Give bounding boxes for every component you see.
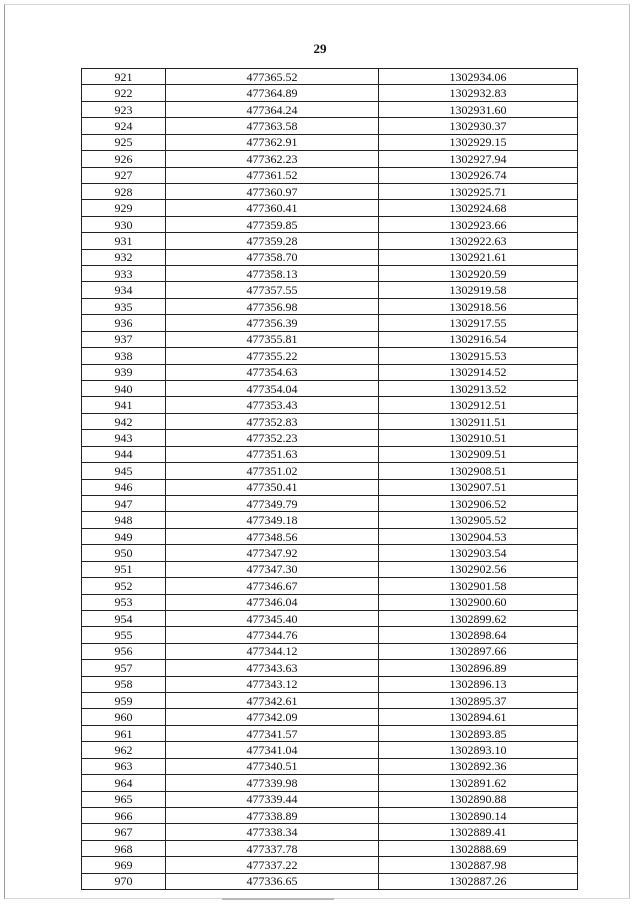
point-number-cell: 968 [82, 840, 166, 856]
x-coordinate-cell: 477364.89 [166, 85, 379, 101]
point-number-cell: 965 [82, 791, 166, 807]
point-number-cell: 963 [82, 758, 166, 774]
table-row [82, 807, 578, 823]
table-row [82, 364, 578, 380]
y-coordinate-cell: 1302902.56 [379, 561, 578, 577]
table-row [82, 758, 578, 774]
x-coordinate-cell: 477342.61 [166, 693, 379, 709]
y-coordinate-cell: 1302901.58 [379, 578, 578, 594]
point-number-cell: 947 [82, 495, 166, 511]
table-row [82, 643, 578, 659]
x-coordinate-cell: 477340.51 [166, 758, 379, 774]
x-coordinate-cell: 477348.56 [166, 528, 379, 544]
point-number-cell: 939 [82, 364, 166, 380]
point-number-cell: 954 [82, 610, 166, 626]
y-coordinate-cell: 1302918.56 [379, 298, 578, 314]
table-row [82, 200, 578, 216]
point-number-cell: 970 [82, 873, 166, 889]
point-number-cell: 950 [82, 545, 166, 561]
table-row [82, 249, 578, 265]
point-number-cell: 943 [82, 430, 166, 446]
y-coordinate-cell: 1302922.63 [379, 233, 578, 249]
x-coordinate-cell: 477337.22 [166, 857, 379, 873]
point-number-cell: 935 [82, 298, 166, 314]
point-number-cell: 923 [82, 101, 166, 117]
table-row [82, 69, 578, 85]
table-row [82, 676, 578, 692]
point-number-cell: 964 [82, 775, 166, 791]
x-coordinate-cell: 477344.76 [166, 627, 379, 643]
table-row [82, 528, 578, 544]
x-coordinate-cell: 477353.43 [166, 397, 379, 413]
x-coordinate-cell: 477361.52 [166, 167, 379, 183]
point-number-cell: 969 [82, 857, 166, 873]
x-coordinate-cell: 477347.92 [166, 545, 379, 561]
y-coordinate-cell: 1302895.37 [379, 693, 578, 709]
y-coordinate-cell: 1302929.15 [379, 134, 578, 150]
x-coordinate-cell: 477352.23 [166, 430, 379, 446]
table-row [82, 578, 578, 594]
point-number-cell: 956 [82, 643, 166, 659]
x-coordinate-cell: 477339.98 [166, 775, 379, 791]
y-coordinate-cell: 1302911.51 [379, 413, 578, 429]
y-coordinate-cell: 1302889.41 [379, 824, 578, 840]
y-coordinate-cell: 1302894.61 [379, 709, 578, 725]
x-coordinate-cell: 477350.41 [166, 479, 379, 495]
y-coordinate-cell: 1302913.52 [379, 381, 578, 397]
x-coordinate-cell: 477352.83 [166, 413, 379, 429]
table-row [82, 183, 578, 199]
y-coordinate-cell: 1302893.10 [379, 742, 578, 758]
table-row [82, 660, 578, 676]
x-coordinate-cell: 477354.63 [166, 364, 379, 380]
x-coordinate-cell: 477356.39 [166, 315, 379, 331]
y-coordinate-cell: 1302893.85 [379, 725, 578, 741]
y-coordinate-cell: 1302934.06 [379, 69, 578, 85]
point-number-cell: 927 [82, 167, 166, 183]
table-row [82, 857, 578, 873]
x-coordinate-cell: 477342.09 [166, 709, 379, 725]
table-row [82, 775, 578, 791]
point-number-cell: 922 [82, 85, 166, 101]
y-coordinate-cell: 1302907.51 [379, 479, 578, 495]
table-row [82, 693, 578, 709]
point-number-cell: 941 [82, 397, 166, 413]
x-coordinate-cell: 477341.04 [166, 742, 379, 758]
point-number-cell: 937 [82, 331, 166, 347]
x-coordinate-cell: 477351.63 [166, 446, 379, 462]
point-number-cell: 938 [82, 348, 166, 364]
y-coordinate-cell: 1302892.36 [379, 758, 578, 774]
x-coordinate-cell: 477365.52 [166, 69, 379, 85]
y-coordinate-cell: 1302919.58 [379, 282, 578, 298]
table-row [82, 446, 578, 462]
table-row [82, 167, 578, 183]
x-coordinate-cell: 477337.78 [166, 840, 379, 856]
y-coordinate-cell: 1302908.51 [379, 463, 578, 479]
table-row [82, 495, 578, 511]
x-coordinate-cell: 477362.23 [166, 151, 379, 167]
y-coordinate-cell: 1302887.98 [379, 857, 578, 873]
table-row [82, 463, 578, 479]
point-number-cell: 944 [82, 446, 166, 462]
x-coordinate-cell: 477345.40 [166, 610, 379, 626]
y-coordinate-cell: 1302890.14 [379, 807, 578, 823]
y-coordinate-cell: 1302924.68 [379, 200, 578, 216]
table-row [82, 725, 578, 741]
y-coordinate-cell: 1302914.52 [379, 364, 578, 380]
y-coordinate-cell: 1302921.61 [379, 249, 578, 265]
x-coordinate-cell: 477363.58 [166, 118, 379, 134]
table-row [82, 545, 578, 561]
table-row [82, 85, 578, 101]
x-coordinate-cell: 477338.89 [166, 807, 379, 823]
table-row [82, 594, 578, 610]
y-coordinate-cell: 1302925.71 [379, 183, 578, 199]
table-row [82, 266, 578, 282]
x-coordinate-cell: 477344.12 [166, 643, 379, 659]
y-coordinate-cell: 1302917.55 [379, 315, 578, 331]
table-row [82, 791, 578, 807]
y-coordinate-cell: 1302906.52 [379, 495, 578, 511]
point-number-cell: 942 [82, 413, 166, 429]
point-number-cell: 951 [82, 561, 166, 577]
point-number-cell: 932 [82, 249, 166, 265]
point-number-cell: 952 [82, 578, 166, 594]
table-row [82, 315, 578, 331]
table-row [82, 479, 578, 495]
point-number-cell: 940 [82, 381, 166, 397]
point-number-cell: 925 [82, 134, 166, 150]
x-coordinate-cell: 477346.67 [166, 578, 379, 594]
table-row [82, 610, 578, 626]
table-row [82, 151, 578, 167]
table-row [82, 873, 578, 889]
x-coordinate-cell: 477356.98 [166, 298, 379, 314]
table-row [82, 561, 578, 577]
point-number-cell: 955 [82, 627, 166, 643]
y-coordinate-cell: 1302897.66 [379, 643, 578, 659]
y-coordinate-cell: 1302888.69 [379, 840, 578, 856]
x-coordinate-cell: 477338.34 [166, 824, 379, 840]
x-coordinate-cell: 477360.97 [166, 183, 379, 199]
table-row [82, 430, 578, 446]
x-coordinate-cell: 477346.04 [166, 594, 379, 610]
x-coordinate-cell: 477358.13 [166, 266, 379, 282]
point-number-cell: 949 [82, 528, 166, 544]
x-coordinate-cell: 477362.91 [166, 134, 379, 150]
point-number-cell: 960 [82, 709, 166, 725]
y-coordinate-cell: 1302923.66 [379, 216, 578, 232]
y-coordinate-cell: 1302931.60 [379, 101, 578, 117]
point-number-cell: 930 [82, 216, 166, 232]
table-row [82, 134, 578, 150]
point-number-cell: 948 [82, 512, 166, 528]
point-number-cell: 962 [82, 742, 166, 758]
x-coordinate-cell: 477349.79 [166, 495, 379, 511]
point-number-cell: 921 [82, 69, 166, 85]
x-coordinate-cell: 477364.24 [166, 101, 379, 117]
x-coordinate-cell: 477358.70 [166, 249, 379, 265]
point-number-cell: 957 [82, 660, 166, 676]
point-number-cell: 945 [82, 463, 166, 479]
table-row [82, 348, 578, 364]
point-number-cell: 929 [82, 200, 166, 216]
table-row [82, 233, 578, 249]
coordinates-table-body [82, 69, 578, 890]
x-coordinate-cell: 477336.65 [166, 873, 379, 889]
table-row [82, 216, 578, 232]
table-row [82, 118, 578, 134]
y-coordinate-cell: 1302903.54 [379, 545, 578, 561]
table-row [82, 298, 578, 314]
x-coordinate-cell: 477355.22 [166, 348, 379, 364]
x-coordinate-cell: 477357.55 [166, 282, 379, 298]
x-coordinate-cell: 477359.28 [166, 233, 379, 249]
x-coordinate-cell: 477343.12 [166, 676, 379, 692]
table-row [82, 331, 578, 347]
y-coordinate-cell: 1302920.59 [379, 266, 578, 282]
table-row [82, 824, 578, 840]
table-row [82, 512, 578, 528]
table-row [82, 840, 578, 856]
point-number-cell: 958 [82, 676, 166, 692]
x-coordinate-cell: 477360.41 [166, 200, 379, 216]
y-coordinate-cell: 1302909.51 [379, 446, 578, 462]
y-coordinate-cell: 1302910.51 [379, 430, 578, 446]
y-coordinate-cell: 1302927.94 [379, 151, 578, 167]
point-number-cell: 926 [82, 151, 166, 167]
y-coordinate-cell: 1302900.60 [379, 594, 578, 610]
x-coordinate-cell: 477349.18 [166, 512, 379, 528]
x-coordinate-cell: 477343.63 [166, 660, 379, 676]
x-coordinate-cell: 477339.44 [166, 791, 379, 807]
y-coordinate-cell: 1302915.53 [379, 348, 578, 364]
point-number-cell: 959 [82, 693, 166, 709]
table-row [82, 709, 578, 725]
coordinates-table [81, 68, 578, 890]
table-row [82, 101, 578, 117]
point-number-cell: 931 [82, 233, 166, 249]
x-coordinate-cell: 477351.02 [166, 463, 379, 479]
table-row [82, 282, 578, 298]
table-row [82, 627, 578, 643]
y-coordinate-cell: 1302905.52 [379, 512, 578, 528]
y-coordinate-cell: 1302898.64 [379, 627, 578, 643]
point-number-cell: 966 [82, 807, 166, 823]
y-coordinate-cell: 1302899.62 [379, 610, 578, 626]
x-coordinate-cell: 477341.57 [166, 725, 379, 741]
x-coordinate-cell: 477355.81 [166, 331, 379, 347]
y-coordinate-cell: 1302912.51 [379, 397, 578, 413]
y-coordinate-cell: 1302891.62 [379, 775, 578, 791]
y-coordinate-cell: 1302916.54 [379, 331, 578, 347]
x-coordinate-cell: 477354.04 [166, 381, 379, 397]
point-number-cell: 946 [82, 479, 166, 495]
y-coordinate-cell: 1302896.89 [379, 660, 578, 676]
y-coordinate-cell: 1302932.83 [379, 85, 578, 101]
point-number-cell: 953 [82, 594, 166, 610]
table-row [82, 381, 578, 397]
point-number-cell: 934 [82, 282, 166, 298]
x-coordinate-cell: 477347.30 [166, 561, 379, 577]
table-row [82, 397, 578, 413]
point-number-cell: 924 [82, 118, 166, 134]
x-coordinate-cell: 477359.85 [166, 216, 379, 232]
point-number-cell: 967 [82, 824, 166, 840]
y-coordinate-cell: 1302896.13 [379, 676, 578, 692]
y-coordinate-cell: 1302904.53 [379, 528, 578, 544]
y-coordinate-cell: 1302890.88 [379, 791, 578, 807]
bottom-edge-mark [222, 898, 334, 900]
y-coordinate-cell: 1302887.26 [379, 873, 578, 889]
point-number-cell: 961 [82, 725, 166, 741]
point-number-cell: 936 [82, 315, 166, 331]
table-row [82, 742, 578, 758]
page-number: 29 [313, 41, 327, 56]
y-coordinate-cell: 1302930.37 [379, 118, 578, 134]
point-number-cell: 928 [82, 183, 166, 199]
y-coordinate-cell: 1302926.74 [379, 167, 578, 183]
table-row [82, 413, 578, 429]
point-number-cell: 933 [82, 266, 166, 282]
